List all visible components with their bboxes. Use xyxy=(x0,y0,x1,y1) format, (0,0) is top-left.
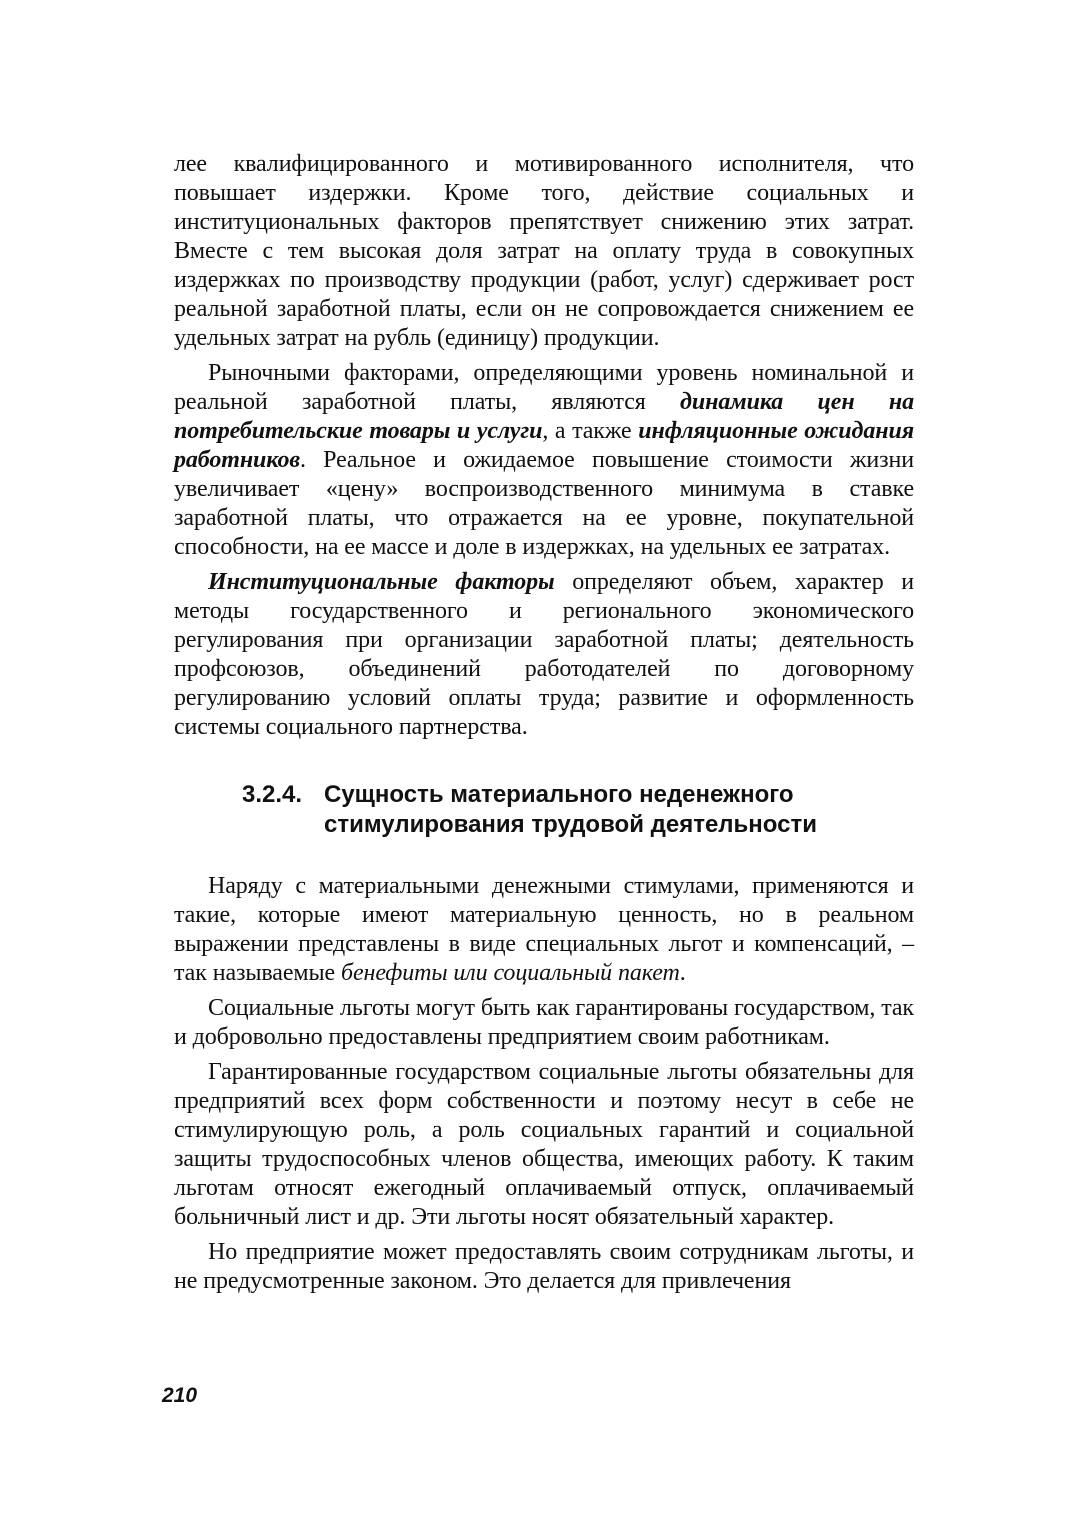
benefits-text-1: Наряду с материальными денежными стимулами, применяются и такие, которые имеют материальную ценность, но в реальном выражении представлены в виде специальных льгот и компенсаций, – так называемые xyxy=(174,873,914,986)
institutional-factors-emphasis: Институциональные факторы xyxy=(208,569,555,595)
section-number: 3.2.4. xyxy=(242,781,303,808)
page-body xyxy=(174,150,914,1302)
paragraph-voluntary-benefits: Но предприятие может предоставлять своим сотрудникам льготы, и не предусмотренные законом. Это делается для привлечения xyxy=(174,1239,914,1294)
benefits-text-2: . xyxy=(679,960,686,986)
paragraph-benefits xyxy=(174,872,914,988)
section-heading xyxy=(242,780,914,840)
institutional-factors-text: определяют объем, характер и методы государственного и регионального экономического регулирования при организации заработной платы; деятельность профсоюзов, объединений работодателей по договорному регулированию условий оплаты труда; развитие и оформленность системы социального партнерства. xyxy=(174,569,914,740)
paragraph-market-factors xyxy=(174,359,914,562)
benefits-emphasis: бенефиты или социальный пакет xyxy=(340,960,680,986)
market-factors-emphasis-1: динамика цен на потребительские товары и услуги xyxy=(174,389,914,444)
market-factors-text-2: , а также xyxy=(542,418,639,444)
market-factors-emphasis-2: инфляционные ожидания работников xyxy=(174,418,914,473)
paragraph-guaranteed-benefits: Гарантированные государством социальные льготы обязательны для предприятий всех форм собственности и поэтому несут в себе не стимулирующую роль, а роль социальных гарантий и социальной защиты трудоспособных членов общества, имеющих работу. К таким льготам относят ежегодный оплачиваемый отпуск, оплачиваемый больничный лист и др. Эти льготы носят обязательный характер. xyxy=(174,1059,914,1230)
paragraph-social-benefits: Социальные льготы могут быть как гарантированы государством, так и добровольно предоставлены предприятием своим работникам. xyxy=(174,995,914,1050)
market-factors-text-3: . Реальное и ожидаемое повышение стоимости жизни увеличивает «цену» воспроизводственного минимума в ставке заработной платы, что отражается на ее уровне, покупательной способности, на ее массе и доле в издержках, на удельных ее затратах. xyxy=(174,447,914,560)
paragraph-continuation: лее квалифицированного и мотивированного исполнителя, что повышает издержки. Кроме того, действие социальных и институциональных факторов препятствует снижению этих затрат. Вместе с тем высокая доля затрат на оплату труда в совокупных издержках по производству продукции (работ, услуг) сдерживает рост реальной заработной платы, если он не сопровождается снижением ее удельных затрат на рубль (единицу) продукции. xyxy=(174,151,914,351)
section-title: Сущность материального неденежного стимулирования трудовой деятельности xyxy=(324,781,817,838)
page-number: 210 xyxy=(162,1384,198,1407)
paragraph-institutional-factors xyxy=(174,568,914,742)
market-factors-text-1: Рыночными факторами, определяющими уровень номинальной и реальной заработной платы, являются xyxy=(174,360,914,415)
